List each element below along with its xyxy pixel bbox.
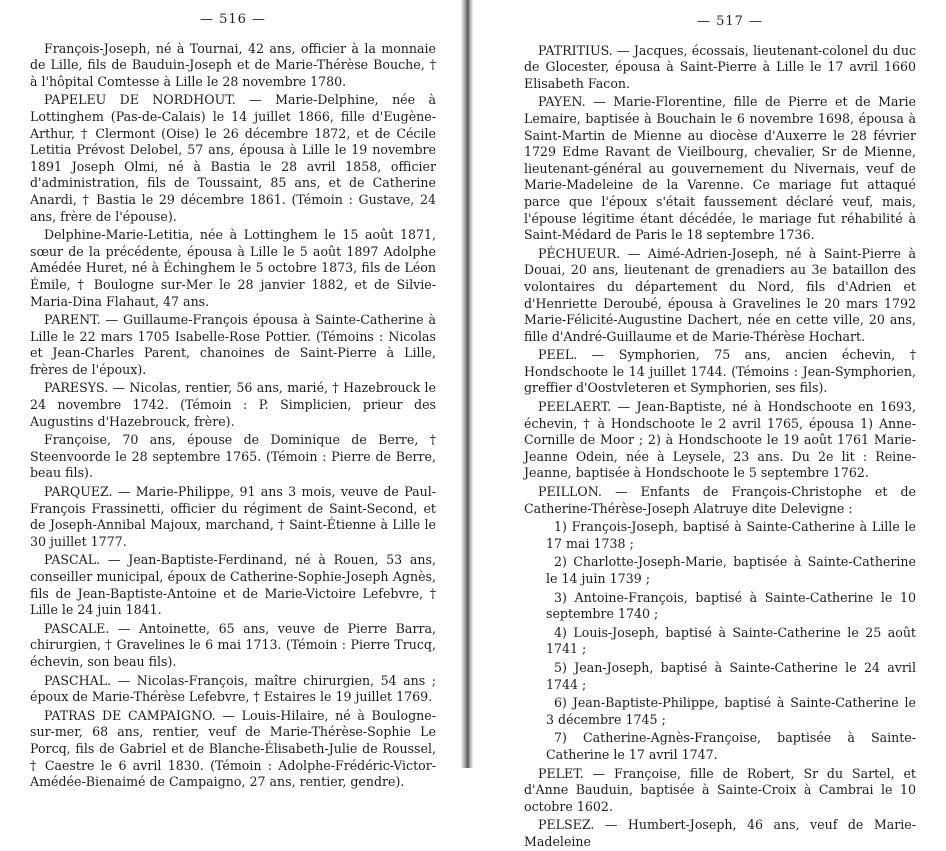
entry: PARESYS. — Nicolas, rentier, 56 ans, marié, † Hazebrouck le 24 novembre 1742. (Témoin : P. Simplicien, prieur des Augustins d'Hazebrouck, frère). xyxy=(30,380,436,429)
entry: PARQUEZ. — Marie-Philippe, 91 ans 3 mois, veuve de Paul-François Frassinetti, officier du régiment de Saint-Second, et de Joseph-Annibal Majoux, marchand, † Saint-Étienne à Lille le 30 juillet 1777. xyxy=(30,484,436,549)
child-entry: 6) Jean-Baptiste-Philippe, baptisé à Sainte-Catherine le 3 décembre 1745 ; xyxy=(546,695,916,727)
entry: PEILLON. — Enfants de François-Christophe et de Catherine-Thérèse-Joseph Alatruye dite Delevigne : xyxy=(524,484,916,516)
entry: PASCHAL. — Nicolas-François, maître chirurgien, 54 ans ; époux de Marie-Thérèse Lefebvre, † Estaires le 19 juillet 1769. xyxy=(30,672,436,705)
entry: PÉCHUEUR. — Aimé-Adrien-Joseph, né à Saint-Pierre à Douai, 20 ans, lieutenant de grenadiers au 3e bataillon des volontaires du département du Nord, fils d'Adrien et d'Henriette Deroubé, épousa à Gravelines le 20 mars 1792 Marie-Félicité-Augustine Dachert, née en cette ville, 20 ans, fille d'André-Guillaume et de Marie-Thérèse Hochart. xyxy=(524,245,916,344)
entry: PAYEN. — Marie-Florentine, fille de Pierre et de Marie Lemaire, baptisée à Bouchain le 6 novembre 1698, épousa à Saint-Martin de Mienne au diocèse d'Auxerre le 28 février 1729 Edme Ravant de Vieilbourg, chevalier, Sr de Mienne, lieutenant-général au gouvernement du Nivernais, veuf de Marie-Madeleine de la Varenne. Ce mariage fut attaqué parce que l'époux s'était faussement déclaré veuf, mais, l'épouse légitime étant décédée, le mariage fut réhabilité à Saint-Médard de Paris le 18 septembre 1736. xyxy=(524,94,916,243)
entry: PELSEZ. — Humbert-Joseph, 46 ans, veuf de Marie-Madeleine xyxy=(524,817,916,849)
book-gutter xyxy=(461,0,473,768)
page-number: — 517 — xyxy=(696,14,764,29)
entry: PELET. — Françoise, fille de Robert, Sr du Sartel, et d'Anne Bauduin, baptisée à Sainte-Croix à Cambrai le 10 octobre 1602. xyxy=(524,765,916,814)
entry: PEEL. — Symphorien, 75 ans, ancien échevin, † Hondschoote le 14 juillet 1744. (Témoins : Jean-Symphorien, greffier d'Oostvleteren et Symphorien, ses fils). xyxy=(524,347,916,396)
entry: PAPELEU DE NORDHOUT. — Marie-Delphine, née à Lottinghem (Pas-de-Calais) le 14 juillet 1866, fille d'Eugène-Arthur, † Clermont (Oise) le 26 décembre 1872, et de Cécile Letitia Prévost Delobel, 57 ans, épousa à Lille le 19 novembre 1891 Joseph Olmi, né à Bastia le 28 avril 1858, officier d'administration, fils de Toussaint, 85 ans, et de Catherine Anardi, † Bastia le 29 décembre 1861. (Témoin : Gustave, 24 ans, frère de l'épouse). xyxy=(30,92,436,224)
entry: PATRITIUS. — Jacques, écossais, lieutenant-colonel du duc de Glocester, épousa à Saint-Pierre à Lille le 17 avril 1660 Elisabeth Facon. xyxy=(524,42,916,91)
entry: PEELAERT. — Jean-Baptiste, né à Hondschoote en 1693, échevin, † à Hondschoote le 2 avril 1765, épousa 1) Anne-Cornille de Moor ; 2) à Hondschoote le 19 août 1761 Marie-Jeanne Odein, née à Leysele, 23 ans. Du 2e lit : Reine-Jeanne, baptisée à Hondschoote le 5 septembre 1762. xyxy=(524,399,916,481)
entry: François-Joseph, né à Tournai, 42 ans, officier à la monnaie de Lille, fils de Bauduin-Joseph et de Marie-Thérèse Bouche, † à l'hôpital Comtesse à Lille le 28 novembre 1780. xyxy=(30,40,436,89)
child-entry: 7) Catherine-Agnès-Françoise, baptisée à Sainte-Catherine le 17 avril 1747. xyxy=(546,730,916,762)
entry: PATRAS DE CAMPAIGNO. — Louis-Hilaire, né à Boulogne-sur-mer, 68 ans, rentier, veuf de Marie-Thérèse-Sophie Le Porcq, fils de Gabriel et de Blanche-Élisabeth-Julie de Roussel, † Caestre le 6 avril 1830. (Témoin : Adolphe-Frédéric-Victor-Amédée-Bienaimé de Campaigno, 27 ans, rentier, gendre). xyxy=(30,707,436,790)
right-page xyxy=(474,0,946,849)
child-entry: 4) Louis-Joseph, baptisé à Sainte-Catherine le 25 août 1741 ; xyxy=(546,624,916,657)
entry: Delphine-Marie-Letitia, née à Lottinghem le 15 août 1871, sœur de la précédente, épousa à Lille le 5 août 1897 Adolphe Amédée Huret, né à Échinghem le 5 octobre 1873, fils de Léon Émile, † Boulogne sur-Mer le 28 janvier 1882, et de Silvie-Maria-Dina Flahaut, 47 ans. xyxy=(30,227,436,309)
child-entry: 5) Jean-Joseph, baptisé à Sainte-Catherine le 24 avril 1744 ; xyxy=(546,659,916,692)
child-entry: 1) François-Joseph, baptisé à Sainte-Catherine à Lille le 17 mai 1738 ; xyxy=(546,519,916,551)
left-page xyxy=(0,0,462,790)
entry: Françoise, 70 ans, épouse de Dominique de Berre, † Steenvoorde le 28 septembre 1765. (Témoin : Pierre de Berre, beau fils). xyxy=(30,432,436,481)
child-entry: 2) Charlotte-Joseph-Marie, baptisée à Sainte-Catherine le 14 juin 1739 ; xyxy=(546,554,916,586)
entry: PASCALE. — Antoinette, 65 ans, veuve de Pierre Barra, chirurgien, † Gravelines le 6 mai 1713. (Témoin : Pierre Trucq, échevin, son beau fils). xyxy=(30,620,436,669)
entry: PASCAL. — Jean-Baptiste-Ferdinand, né à Rouen, 53 ans, conseiller municipal, époux de Catherine-Sophie-Joseph Agnès, fils de Jean-Baptiste-Antoine et de Marie-Victoire Lefebvre, † Lille le 24 juin 1841. xyxy=(30,552,436,618)
page-number: — 516 — xyxy=(199,12,267,27)
child-entry: 3) Antoine-François, baptisé à Sainte-Catherine le 10 septembre 1740 ; xyxy=(546,589,916,622)
entry: PARENT. — Guillaume-François épousa à Sainte-Catherine à Lille le 22 mars 1705 Isabelle-Rose Pottier. (Témoins : Nicolas et Jean-Charles Parent, chanoines de Saint-Pierre à Lille, frères de l'époux). xyxy=(30,312,436,377)
